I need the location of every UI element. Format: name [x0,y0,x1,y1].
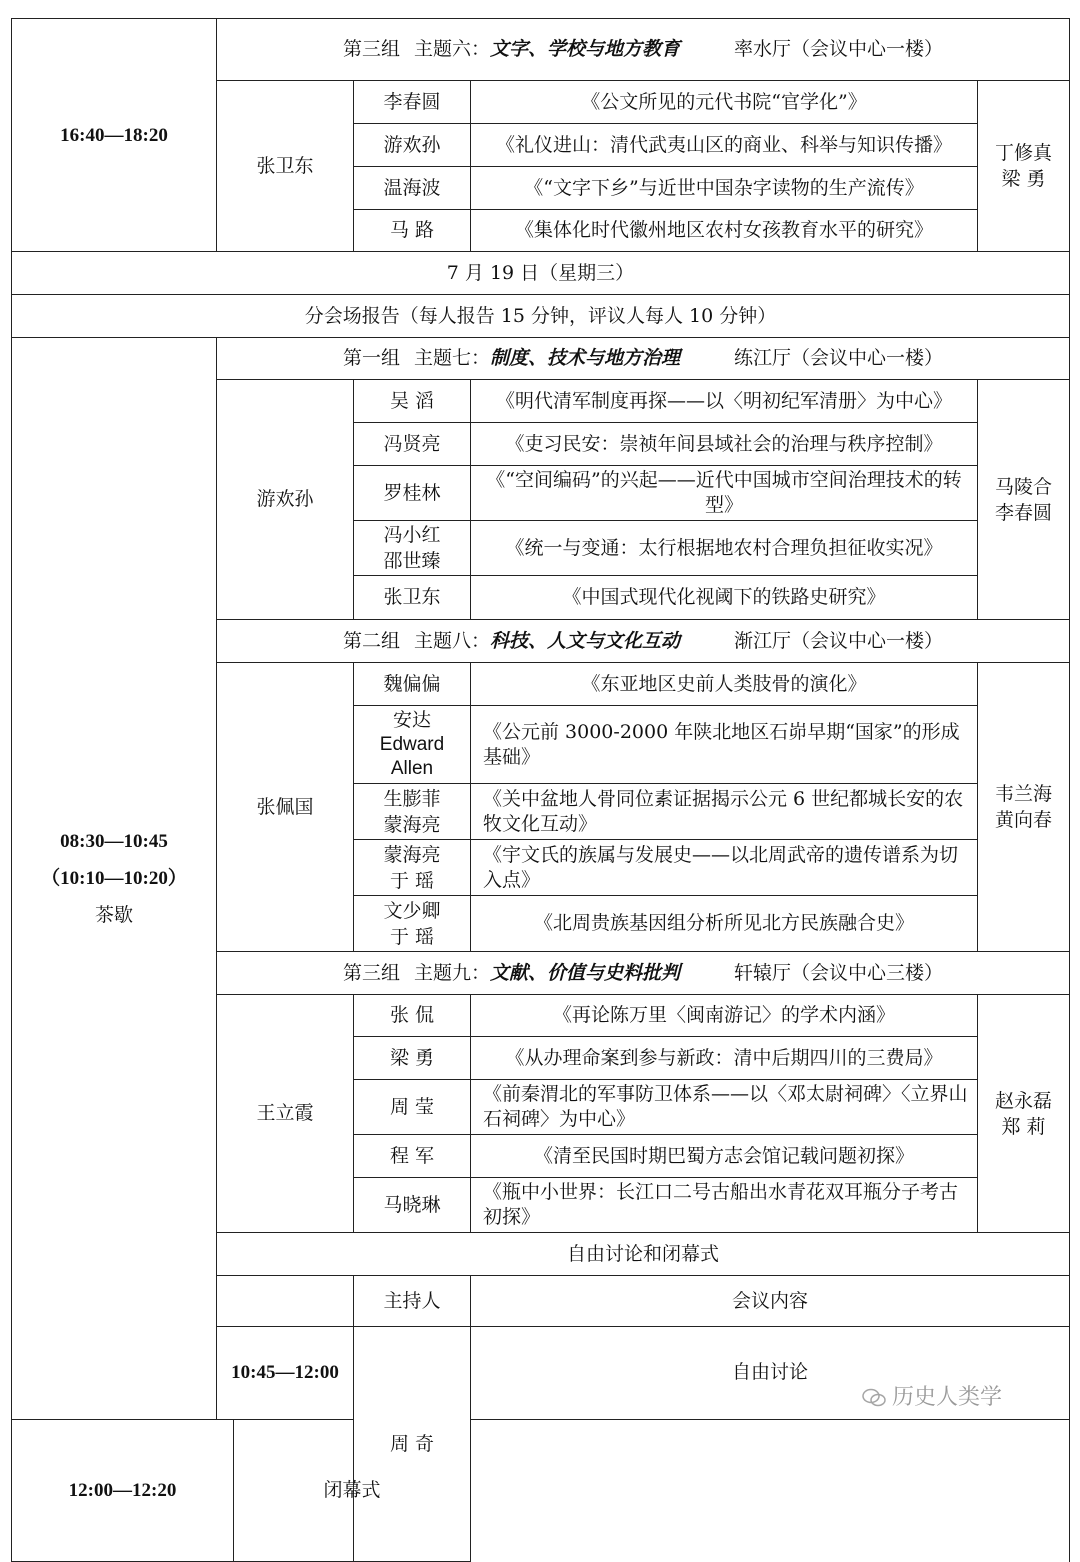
closing-content: 闭幕式 [234,1419,471,1561]
group-2-chair: 张佩国 [217,663,354,952]
discussant: 梁 勇 [1001,168,1046,190]
speaker: 安达 [392,709,431,731]
speaker: 魏偏偏 [354,663,471,706]
closing-title: 自由讨论和闭幕式 [217,1233,1070,1276]
closing-time: 12:00—12:20 [12,1419,234,1561]
closing-host: 周 奇 [354,1327,471,1562]
speakers [354,521,471,576]
theme-prefix: 主题七： [413,347,490,369]
paper-title: 《明代清军制度再探——以〈明初纪军清册〉为中心》 [471,380,978,423]
theme-name: 文献、价值与史料批判 [490,961,681,984]
speaker: 于 瑶 [389,925,435,948]
session-a-group-header [217,19,1070,81]
group-label: 第三组 [342,961,400,984]
theme-name: 文字、学校与地方教育 [490,38,681,60]
speaker: 游欢孙 [354,124,471,167]
speaker: 马晓琳 [354,1178,471,1233]
speaker: 邵世臻 [383,550,441,572]
speaker: 蒙海亮 [383,843,441,866]
paper-title: 《北周贵族基因组分析所见北方民族融合史》 [471,896,978,952]
theme-prefix: 主题八： [413,629,490,652]
closing-content: 自由讨论 [471,1327,1070,1420]
theme-name: 科技、人文与文化互动 [490,629,681,652]
paper-title: 《吏习民安：崇祯年间县域社会的治理与秩序控制》 [471,423,978,466]
speakers [354,896,471,952]
speaker: 冯小红 [383,524,441,546]
discussant: 黄向春 [994,809,1052,831]
paper-title: 《清至民国时期巴蜀方志会馆记载问题初探》 [471,1135,978,1178]
discussant: 韦兰海 [994,783,1052,805]
closing-header-content: 会议内容 [471,1276,1070,1327]
speaker: 温海波 [354,167,471,210]
group-1-header [217,338,1070,380]
speaker: 张卫东 [354,576,471,620]
discussant: 李春圆 [994,501,1052,524]
paper-title: 《东亚地区史前人类肢骨的演化》 [471,663,978,706]
paper-title: 《统一与变通：太行根据地农村合理负担征收实况》 [471,521,978,576]
group-1-chair: 游欢孙 [217,380,354,620]
session-a-chair: 张卫东 [217,81,354,252]
venue: 轩辕厅（会议中心三楼） [734,961,944,984]
speakers [354,706,471,784]
speaker: 马 路 [354,210,471,252]
theme-name: 制度、技术与地方治理 [490,347,681,369]
group-label: 第二组 [342,629,400,652]
paper-title: 《“文字下乡”与近世中国杂字读物的生产流传》 [471,167,978,210]
group-label: 第三组 [342,38,400,60]
closing-header-host: 主持人 [354,1276,471,1327]
venue: 练江厅（会议中心一楼） [734,347,944,369]
speaker: 于 瑶 [389,869,435,892]
venue: 渐江厅（会议中心一楼） [734,629,944,652]
paper-title: 《公元前 3000-2000 年陕北地区石峁早期“国家”的形成基础》 [471,706,978,784]
paper-title: 《前秦渭北的军事防卫体系——以〈邓太尉祠碑〉〈立界山石祠碑〉为中心》 [471,1080,978,1135]
closing-header-empty [217,1276,354,1327]
closing-time: 10:45—12:00 [217,1327,354,1420]
speaker: Allen [390,757,434,779]
date-row: 7 月 19 日（星期三） [12,252,1070,295]
paper-title: 《集体化时代徽州地区农村女孩教育水平的研究》 [471,210,978,252]
discussant: 马陵合 [994,475,1052,498]
session-b-break-time: （10:10—10:20） [41,867,187,889]
venue: 率水厅（会议中心一楼） [734,38,944,60]
theme-prefix: 主题九： [413,961,490,984]
speakers [354,784,471,840]
session-a-discussants [978,81,1070,252]
speaker: 李春圆 [354,81,471,124]
speaker: 张 侃 [354,995,471,1037]
speaker: 蒙海亮 [383,813,441,836]
session-b-break-label: 茶歇 [94,904,133,926]
paper-title: 《“空间编码”的兴起——近代中国城市空间治理技术的转型》 [471,466,978,521]
paper-title: 《从办理命案到参与新政：清中后期四川的三费局》 [471,1037,978,1080]
group-2-header [217,620,1070,663]
speaker: 吴 滔 [354,380,471,423]
theme-prefix: 主题六： [413,38,490,60]
group-3-header [217,952,1070,995]
paper-title: 《公文所见的元代书院“官学化”》 [471,81,978,124]
speaker: 周 莹 [354,1080,471,1135]
group-1-discussants [978,380,1070,620]
speakers [354,840,471,896]
session-b-time: 08:30—10:45 [60,830,168,852]
session-b-time-cell [12,338,217,1420]
speaker: 程 军 [354,1135,471,1178]
watermark [862,1380,1002,1411]
group-2-discussants [978,663,1070,952]
group-3-discussants [978,995,1070,1233]
speaker: 梁 勇 [354,1037,471,1080]
paper-title: 《中国式现代化视阈下的铁路史研究》 [471,576,978,620]
report-row: 分会场报告（每人报告 15 分钟，评议人每人 10 分钟） [12,295,1070,338]
discussant: 丁修真 [994,142,1052,164]
speaker: 生膨菲 [383,787,441,810]
paper-title: 《关中盆地人骨同位素证据揭示公元 6 世纪都城长安的农牧文化互动》 [471,784,978,840]
paper-title: 《瓶中小世界：长江口二号古船出水青花双耳瓶分子考古初探》 [471,1178,978,1233]
speaker: Edward [379,733,445,755]
speaker: 文少卿 [383,899,441,922]
paper-title: 《宇文氏的族属与发展史——以北周武帝的遗传谱系为切入点》 [471,840,978,896]
watermark-text: 历史人类学 [892,1385,1003,1410]
discussant: 郑 莉 [1001,1115,1046,1138]
session-a-time: 16:40—18:20 [12,19,217,252]
paper-title: 《礼仪进山：清代武夷山区的商业、科举与知识传播》 [471,124,978,167]
speaker: 冯贤亮 [354,423,471,466]
schedule-table [11,18,1070,1562]
speaker: 罗桂林 [354,466,471,521]
wechat-icon [862,1388,886,1408]
paper-title: 《再论陈万里〈闽南游记〉的学术内涵》 [471,995,978,1037]
discussant: 赵永磊 [994,1089,1052,1112]
group-3-chair: 王立霞 [217,995,354,1233]
group-label: 第一组 [342,347,400,369]
